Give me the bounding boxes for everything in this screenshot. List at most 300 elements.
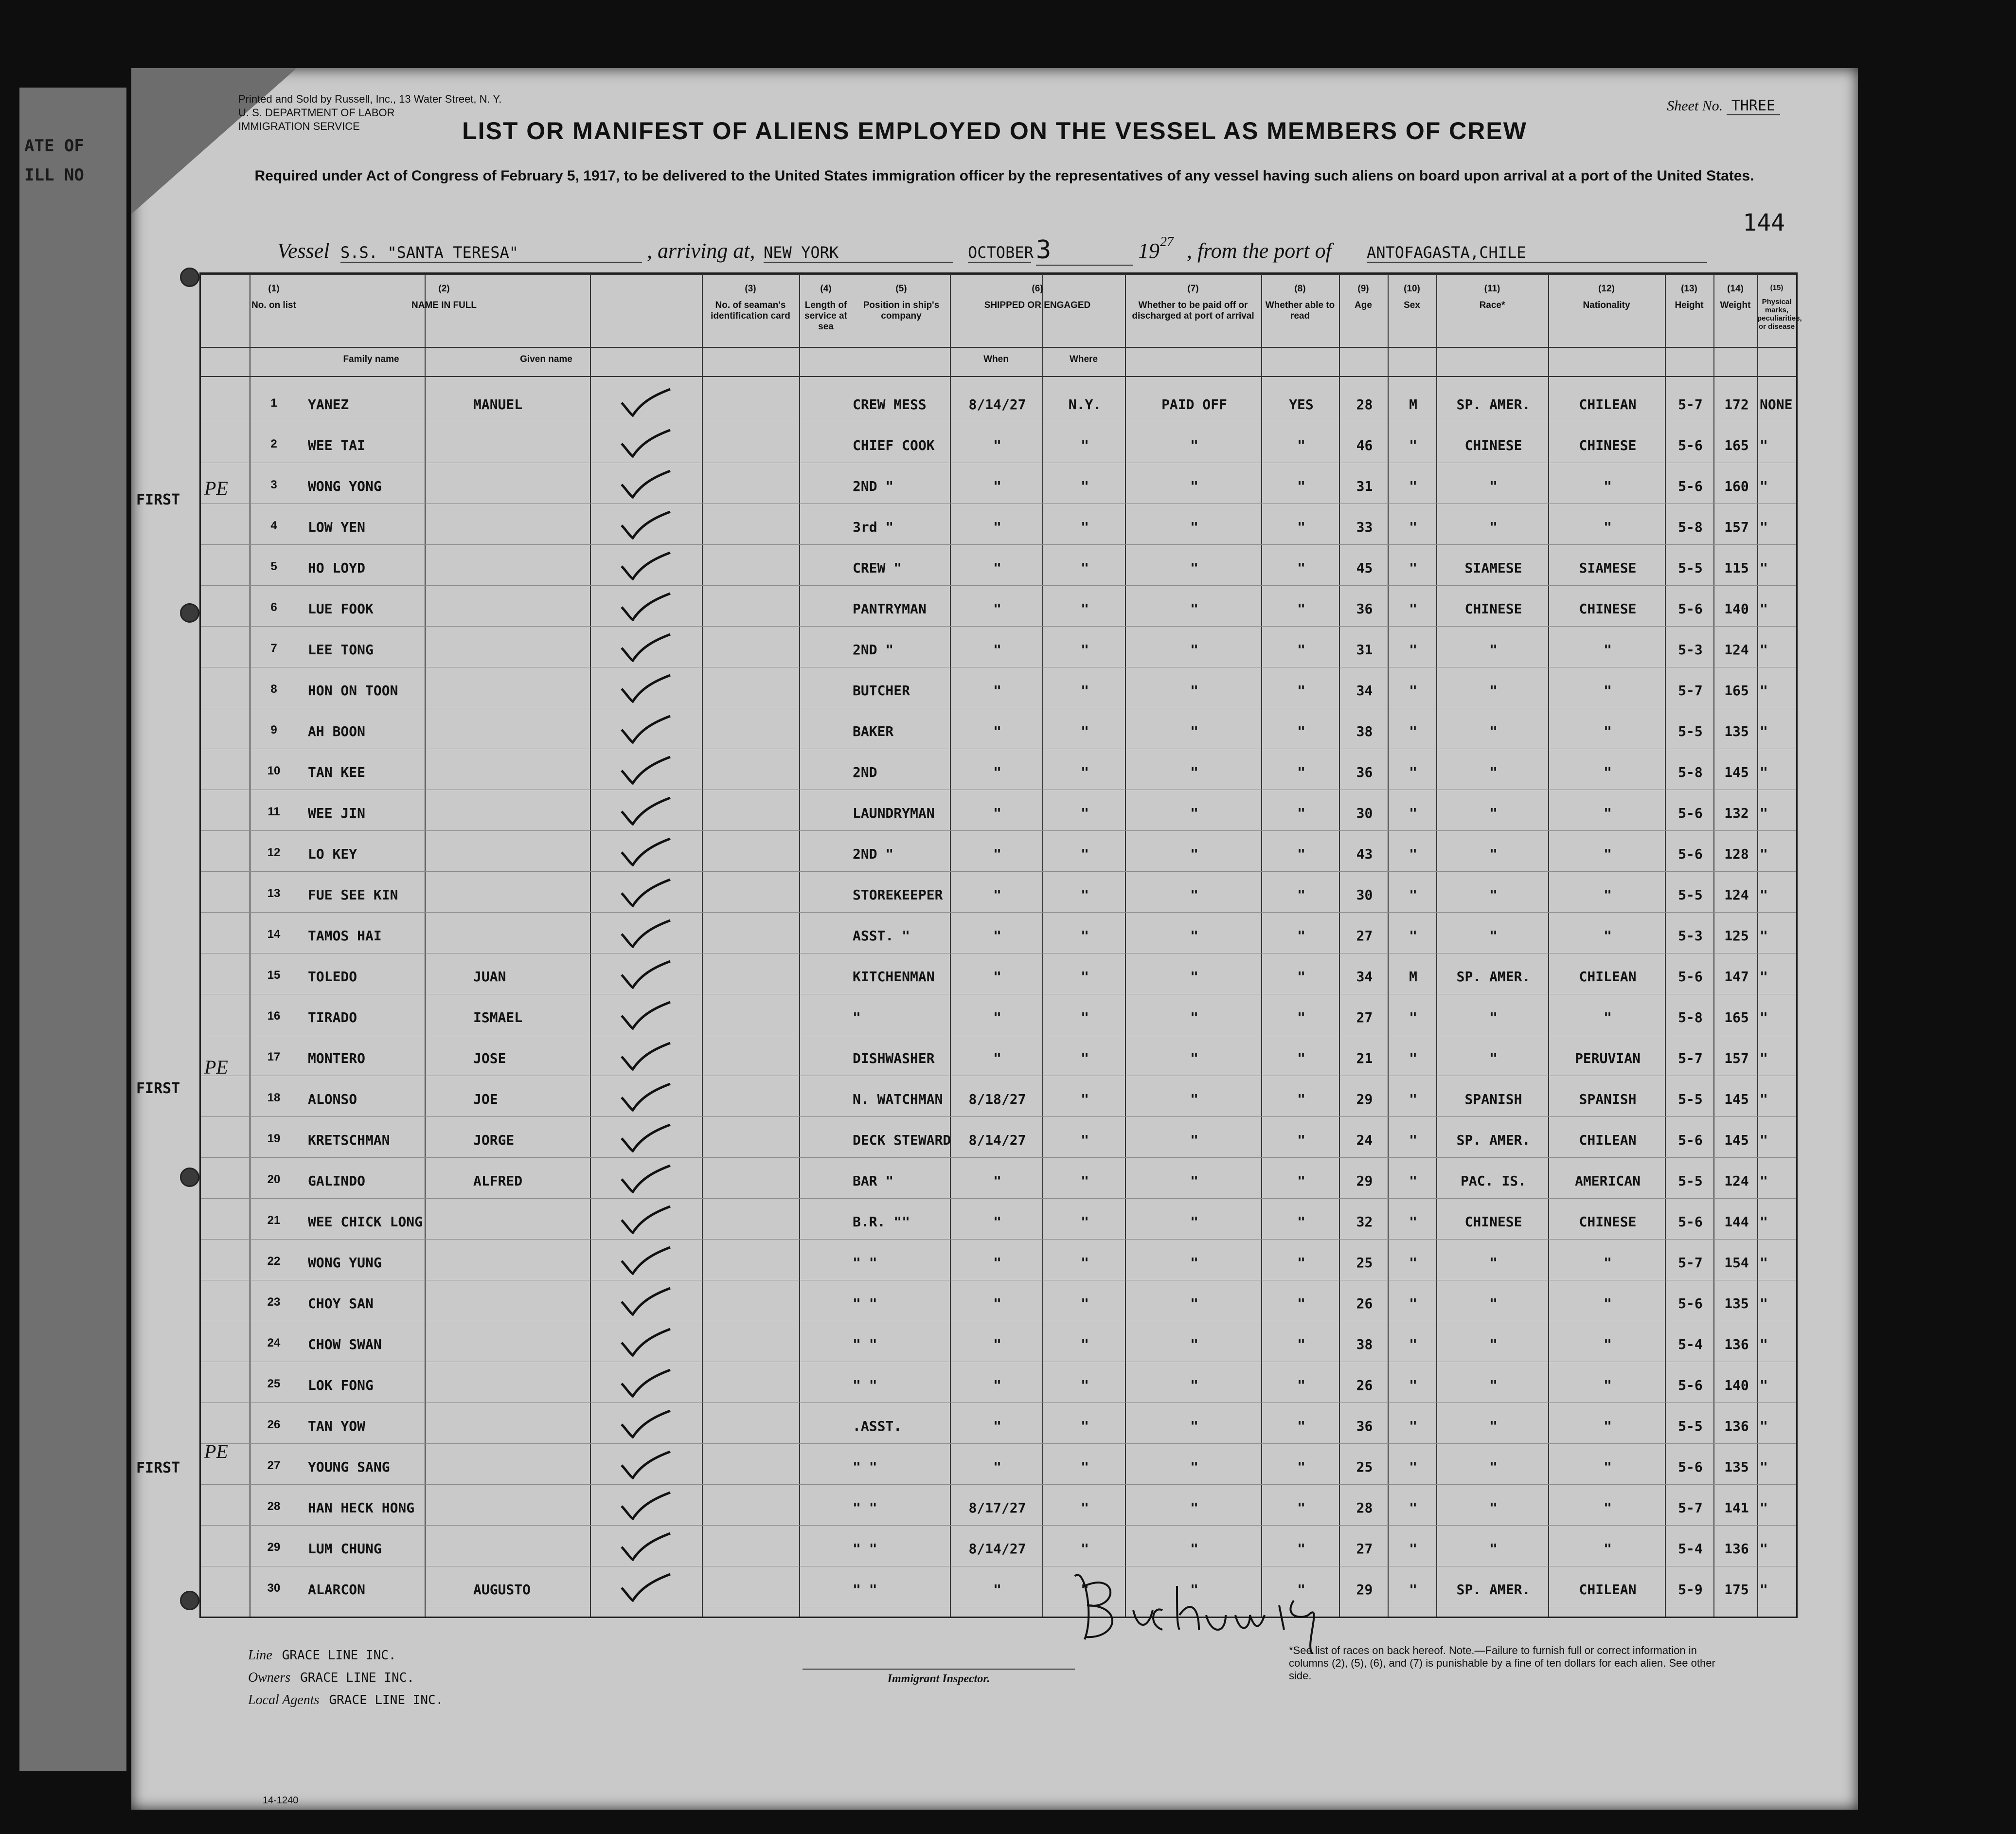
shipped-when: 8/14/27 [968,1132,1026,1148]
table-row [201,1198,1796,1199]
position: 3rd " [853,519,894,535]
agents-value: GRACE LINE INC. [329,1693,444,1708]
position: BAKER [853,723,894,739]
vessel-label: Vessel [277,239,330,263]
header-family-name: Family name [343,354,399,364]
position: " " [853,1541,877,1557]
able-to-read: " [1297,642,1305,658]
nationality: SIAMESE [1579,560,1637,576]
shipped-when: " [993,805,1001,821]
header-when: When [983,354,1009,364]
given-name: JUAN [473,969,506,985]
shipped-when: 8/17/27 [968,1500,1026,1516]
height: 5-6 [1678,1214,1703,1230]
checkmark-icon [619,1083,673,1112]
race: CHINESE [1464,601,1522,617]
nationality: " [1604,723,1612,739]
header-col-4 [799,284,853,332]
checkmark-icon [619,756,673,785]
race: SPANISH [1464,1091,1522,1107]
shipped-when: " [993,846,1001,862]
nationality: PERUVIAN [1575,1050,1641,1066]
nationality: " [1604,805,1612,821]
table-row [201,544,1796,545]
header-col-7-text: Whether to be paid off or discharged at port of arrival [1132,300,1254,321]
height: 5-6 [1678,969,1703,985]
shipped-where: " [1081,1132,1089,1148]
age: 36 [1356,1418,1373,1434]
row-number: 19 [267,1132,281,1145]
sex: M [1409,396,1417,413]
shipped-when: " [993,1173,1001,1189]
checkmark-icon [619,1287,673,1316]
sex: " [1409,1377,1417,1393]
physical-marks: " [1760,1582,1768,1598]
header-col-5-num: (5) [895,284,907,294]
sex: " [1409,1091,1417,1107]
row-number: 22 [267,1255,281,1268]
shipped-when: " [993,1255,1001,1271]
header-col-5 [853,284,950,322]
weight: 141 [1724,1500,1749,1516]
able-to-read: " [1297,1418,1305,1434]
physical-marks: " [1760,519,1768,535]
header-col-6-num: (6) [1032,284,1043,294]
able-to-read: " [1297,1377,1305,1393]
arrival-day: 3 [1036,235,1133,266]
row-number: 7 [270,642,277,655]
race: " [1489,1377,1498,1393]
shipped-when: " [993,683,1001,699]
footer-line [248,1644,443,1667]
age: 34 [1356,683,1373,699]
header-col-6 [950,284,1125,311]
line-label: Line [248,1648,272,1663]
checkmark-icon [619,388,673,417]
checkmark-icon [619,511,673,540]
paid-off: " [1190,1459,1198,1475]
year-suffix: 27 [1160,234,1174,250]
previous-page-stub [19,88,126,1771]
shipped-where: " [1081,437,1089,453]
given-name: ISMAEL [473,1009,523,1025]
physical-marks: " [1760,1173,1768,1189]
race: SP. AMER. [1456,1582,1531,1598]
shipped-when: " [993,1459,1001,1475]
checkmark-icon [619,1410,673,1439]
inspector-signature [1065,1557,1338,1654]
header-col-1-text: No. on list [251,300,296,310]
margin-pe-2: PE [204,1056,228,1078]
family-name: TAMOS HAI [308,928,382,944]
header-col-11-num: (11) [1484,284,1500,294]
shipped-when: " [993,887,1001,903]
nationality: " [1604,478,1612,494]
position: CREW MESS [853,396,927,413]
family-name: TAN YOW [308,1418,366,1434]
header-col-10-text: Sex [1404,300,1420,310]
header-col-9-text: Age [1355,300,1372,310]
shipped-when: " [993,1377,1001,1393]
nationality: CHINESE [1579,1214,1637,1230]
age: 31 [1356,478,1373,494]
row-number: 23 [267,1295,281,1309]
able-to-read: " [1297,1173,1305,1189]
table-row [201,830,1796,831]
paid-off: " [1190,519,1198,535]
table-row [201,1239,1796,1240]
position: " " [853,1336,877,1352]
race: " [1489,1459,1498,1475]
position: DISHWASHER [853,1050,935,1066]
race: " [1489,887,1498,903]
height: 5-7 [1678,1255,1703,1271]
family-name: LUM CHUNG [308,1541,382,1557]
position: CREW " [853,560,902,576]
nationality: " [1604,1418,1612,1434]
age: 28 [1356,396,1373,413]
binder-hole [180,1168,199,1187]
height: 5-7 [1678,1050,1703,1066]
header-col-8-num: (8) [1294,284,1306,294]
family-name: WEE CHICK LONG [308,1214,423,1230]
physical-marks: " [1760,1132,1768,1148]
shipped-where: " [1081,969,1089,985]
checkmark-icon [619,1573,673,1602]
able-to-read: " [1297,1132,1305,1148]
given-name: JOE [473,1091,498,1107]
col-divider [1665,274,1666,1617]
nationality: " [1604,1500,1612,1516]
position: 2ND " [853,642,894,658]
header-col-1-num: (1) [268,284,280,294]
sex: " [1409,928,1417,944]
row-number: 17 [267,1050,281,1063]
shipped-when: " [993,1050,1001,1066]
weight: 124 [1724,1173,1749,1189]
header-col-2-num: (2) [438,284,450,294]
weight: 172 [1724,396,1749,413]
checkmark-icon [619,1246,673,1276]
page-number: 144 [1743,209,1785,236]
paid-off: " [1190,805,1198,821]
height: 5-6 [1678,1377,1703,1393]
table-row [201,626,1796,627]
weight: 145 [1724,764,1749,780]
sex: " [1409,1541,1417,1557]
height: 5-5 [1678,1418,1703,1434]
checkmark-icon [619,879,673,908]
height: 5-7 [1678,396,1703,413]
col-divider [1713,274,1714,1617]
weight: 160 [1724,478,1749,494]
shipped-where: " [1081,1009,1089,1025]
sex: " [1409,683,1417,699]
shipped-where: " [1081,805,1089,821]
physical-marks: " [1760,601,1768,617]
agents-label: Local Agents [248,1692,320,1708]
age: 45 [1356,560,1373,576]
weight: 147 [1724,969,1749,985]
weight: 145 [1724,1091,1749,1107]
shipped-when: " [993,1009,1001,1025]
shipped-where: " [1081,1500,1089,1516]
shipped-when: " [993,764,1001,780]
age: 28 [1356,1500,1373,1516]
age: 36 [1356,601,1373,617]
row-number: 11 [268,805,280,818]
paid-off: " [1190,560,1198,576]
able-to-read: " [1297,1336,1305,1352]
margin-pe-1: PE [204,477,228,499]
row-number: 5 [270,560,277,573]
family-name: WONG YONG [308,478,382,494]
family-name: LEE TONG [308,642,374,658]
header-sub-rule [201,347,1796,348]
position: CHIEF COOK [853,437,935,453]
sex: " [1409,601,1417,617]
sheet-number [1667,97,1780,114]
physical-marks: " [1760,887,1768,903]
checkmark-icon [619,593,673,622]
paid-off: " [1190,1009,1198,1025]
header-col-9 [1339,284,1388,311]
col-divider [1388,274,1389,1617]
nationality: CHINESE [1579,601,1637,617]
race: " [1489,1418,1498,1434]
age: 29 [1356,1582,1373,1598]
able-to-read: " [1297,1091,1305,1107]
row-number: 12 [267,846,281,859]
weight: 140 [1724,601,1749,617]
paid-off: " [1190,437,1198,453]
checkmark-icon [619,715,673,744]
nationality: " [1604,1009,1612,1025]
header-bottom-rule [201,376,1796,377]
shipped-when: " [993,1418,1001,1434]
weight: 145 [1724,1132,1749,1148]
position: BAR " [853,1173,894,1189]
able-to-read: " [1297,1214,1305,1230]
height: 5-3 [1678,642,1703,658]
physical-marks: " [1760,1295,1768,1312]
checkmark-icon [619,1042,673,1071]
checkmark-icon [619,1165,673,1194]
given-name: AUGUSTO [473,1582,531,1598]
age: 33 [1356,519,1373,535]
shipped-when: 8/14/27 [968,1541,1026,1557]
sex: " [1409,1295,1417,1312]
age: 43 [1356,846,1373,862]
physical-marks: " [1760,437,1768,453]
page-subtitle: Required under Act of Congress of February 5, 1917, to be delivered to the United States immigration officer by the representatives of any vessel having such aliens on board upon arrival at a port of the United States. [254,168,1754,184]
position: N. WATCHMAN [853,1091,943,1107]
able-to-read: " [1297,1255,1305,1271]
race: " [1489,1050,1498,1066]
weight: 157 [1724,1050,1749,1066]
paid-off: " [1190,1418,1198,1434]
able-to-read: " [1297,846,1305,862]
family-name: LOK FONG [308,1377,374,1393]
race: SIAMESE [1464,560,1522,576]
shipped-where: " [1081,560,1089,576]
paid-off: " [1190,846,1198,862]
row-number: 14 [267,928,281,941]
checkmark-icon [619,838,673,867]
header-col-7-num: (7) [1187,284,1199,294]
weight: 136 [1724,1336,1749,1352]
age: 31 [1356,642,1373,658]
shipped-when: " [993,437,1001,453]
family-name: TIRADO [308,1009,357,1025]
physical-marks: " [1760,642,1768,658]
family-name: CHOW SWAN [308,1336,382,1352]
race: " [1489,805,1498,821]
weight: 144 [1724,1214,1749,1230]
table-row [201,503,1796,504]
race: " [1489,642,1498,658]
header-col-11-text: Race* [1479,300,1505,310]
row-number: 6 [270,601,277,614]
weight: 124 [1724,642,1749,658]
race: " [1489,519,1498,535]
age: 27 [1356,1541,1373,1557]
shipped-where: " [1081,1295,1089,1312]
able-to-read: " [1297,519,1305,535]
shipped-when: " [993,519,1001,535]
header-col-8-text: Whether able to read [1265,300,1335,321]
paid-off: " [1190,928,1198,944]
row-number: 26 [267,1418,281,1431]
from-label: , from the port of [1187,239,1332,263]
able-to-read: " [1297,1050,1305,1066]
nationality: " [1604,683,1612,699]
table-row [201,1484,1796,1485]
family-name: ALONSO [308,1091,357,1107]
sex: " [1409,1214,1417,1230]
weight: 136 [1724,1418,1749,1434]
manifest-sheet [131,68,1858,1810]
col-divider [590,274,591,1617]
checkmark-icon [619,470,673,499]
printer-line-1: Printed and Sold by Russell, Inc., 13 Water Street, N. Y. [238,93,502,105]
paid-off: " [1190,478,1198,494]
age: 25 [1356,1255,1373,1271]
header-col-4-num: (4) [820,284,832,294]
able-to-read: " [1297,723,1305,739]
family-name: YOUNG SANG [308,1459,390,1475]
physical-marks: " [1760,1255,1768,1271]
weight: 128 [1724,846,1749,862]
able-to-read: YES [1289,396,1314,413]
weight: 136 [1724,1541,1749,1557]
given-name: MANUEL [473,396,523,413]
able-to-read: " [1297,1295,1305,1312]
able-to-read: " [1297,1541,1305,1557]
shipped-where: " [1081,601,1089,617]
table-row [201,912,1796,913]
position: ASST. " [853,928,910,944]
shipped-where: N.Y. [1068,396,1102,413]
shipped-when: " [993,560,1001,576]
height: 5-5 [1678,1173,1703,1189]
sex: " [1409,1418,1417,1434]
height: 5-5 [1678,560,1703,576]
height: 5-4 [1678,1541,1703,1557]
age: 27 [1356,1009,1373,1025]
shipped-where: " [1081,1336,1089,1352]
family-name: YANEZ [308,396,349,413]
row-number: 8 [270,683,277,696]
sex: " [1409,1255,1417,1271]
race: SP. AMER. [1456,396,1531,413]
shipped-when: " [993,1295,1001,1312]
height: 5-7 [1678,683,1703,699]
row-number: 24 [267,1336,281,1349]
age: 30 [1356,805,1373,821]
family-name: WEE TAI [308,437,366,453]
header-col-8 [1261,284,1339,322]
shipped-where: " [1081,478,1089,494]
height: 5-6 [1678,478,1703,494]
shipped-when: " [993,1214,1001,1230]
checkmark-icon [619,1205,673,1235]
row-number: 30 [267,1582,281,1595]
sex: " [1409,1500,1417,1516]
col-divider [1757,274,1758,1617]
family-name: ALARCON [308,1582,366,1598]
shipped-when: 8/14/27 [968,396,1026,413]
col-divider [1125,274,1126,1617]
weight: 135 [1724,1459,1749,1475]
race: " [1489,1500,1498,1516]
checkmark-icon [619,1492,673,1521]
shipped-where: " [1081,1459,1089,1475]
height: 5-6 [1678,601,1703,617]
nationality: SPANISH [1579,1091,1637,1107]
vessel-info [277,234,1736,268]
height: 5-5 [1678,1091,1703,1107]
margin-first-2: FIRST [136,1080,180,1097]
shipped-where: " [1081,846,1089,862]
position: " " [853,1377,877,1393]
checkmark-icon [619,552,673,581]
paid-off: " [1190,764,1198,780]
sex: " [1409,642,1417,658]
row-number: 10 [267,764,281,777]
weight: 135 [1724,723,1749,739]
checkmark-icon [619,1451,673,1480]
binder-hole [180,603,199,623]
position: B.R. "" [853,1214,910,1230]
sex: " [1409,764,1417,780]
paid-off: " [1190,969,1198,985]
shipped-where: " [1081,519,1089,535]
age: 36 [1356,764,1373,780]
margin-pe-3: PE [204,1440,228,1462]
physical-marks: " [1760,846,1768,862]
sex: " [1409,1050,1417,1066]
nationality: CHINESE [1579,437,1637,453]
weight: 135 [1724,1295,1749,1312]
race: " [1489,846,1498,862]
sex: " [1409,723,1417,739]
paid-off: " [1190,642,1198,658]
nationality: " [1604,519,1612,535]
shipped-when: 8/18/27 [968,1091,1026,1107]
height: 5-3 [1678,928,1703,944]
able-to-read: " [1297,969,1305,985]
